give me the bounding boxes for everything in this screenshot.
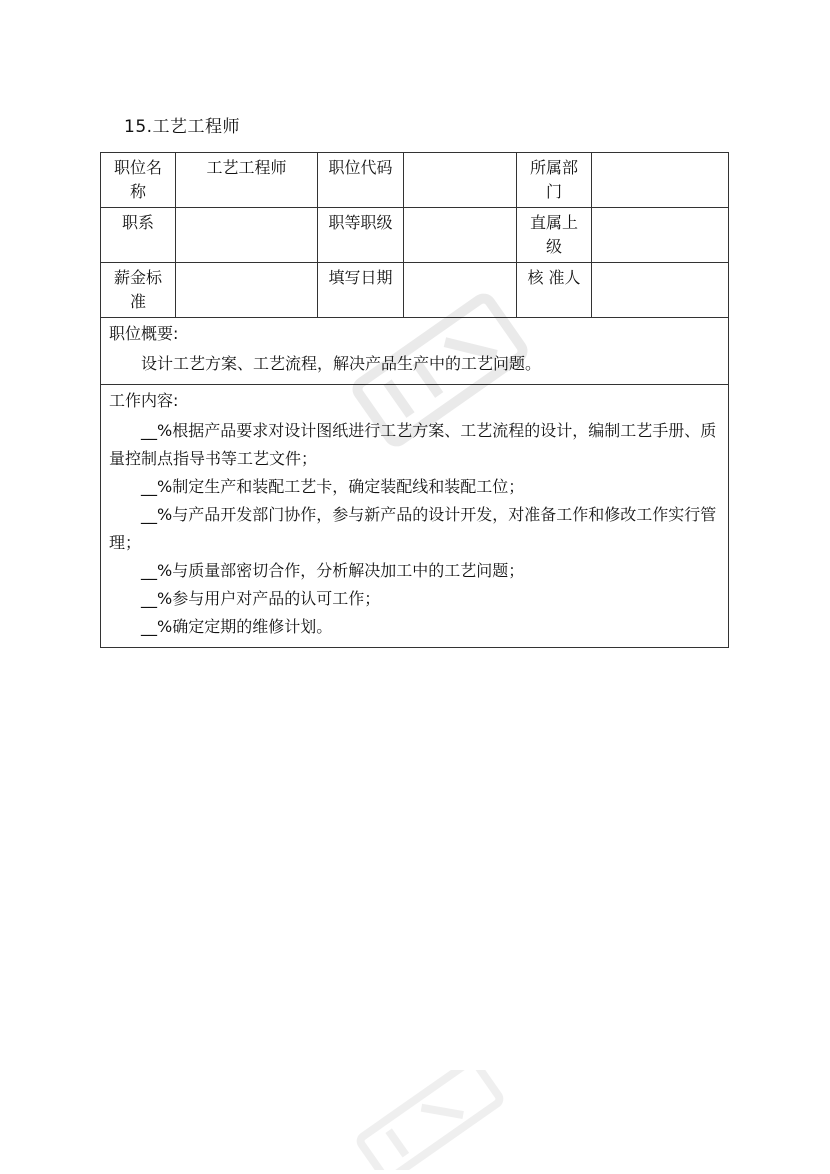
content-item: __%与产品开发部门协作，参与新产品的设计开发，对准备工作和修改工作实行管理； — [109, 505, 717, 552]
position-code-label: 职位代码 — [318, 153, 404, 208]
salary-standard-label: 薪金标准 — [101, 263, 176, 318]
job-description-table — [100, 152, 729, 648]
summary-heading: 职位概要: — [109, 324, 179, 343]
salary-standard-value — [176, 263, 318, 318]
job-grade-label: 职等职级 — [318, 208, 404, 263]
table-row-2 — [101, 208, 729, 263]
summary-cell — [101, 318, 729, 385]
supervisor-value — [592, 208, 729, 263]
supervisor-label: 直属上级 — [517, 208, 592, 263]
summary-text: 设计工艺方案、工艺流程，解决产品生产中的工艺问题。 — [141, 354, 542, 373]
content-item: __%制定生产和装配工艺卡，确定装配线和装配工位； — [141, 477, 525, 496]
summary-row — [101, 318, 729, 385]
approver-label: 核 准人 — [517, 263, 592, 318]
content-item: __%根据产品要求对设计图纸进行工艺方案、工艺流程的设计，编制工艺手册、质量控制点指导书等工艺文件； — [109, 421, 717, 468]
content-cell — [101, 385, 729, 648]
position-code-value — [404, 153, 517, 208]
department-label: 所属部门 — [517, 153, 592, 208]
content-item: __%确定定期的维修计划。 — [141, 617, 333, 636]
content-heading: 工作内容: — [109, 391, 179, 410]
position-name-label: 职位名称 — [101, 153, 176, 208]
approver-value — [592, 263, 729, 318]
fill-date-value — [404, 263, 517, 318]
position-name-value: 工艺工程师 — [176, 153, 318, 208]
content-row — [101, 385, 729, 648]
fill-date-label: 填写日期 — [318, 263, 404, 318]
watermark-graphic-bottom — [320, 1070, 540, 1170]
content-item: __%与质量部密切合作，分析解决加工中的工艺问题； — [141, 561, 525, 580]
content-item: __%参与用户对产品的认可工作； — [141, 589, 381, 608]
table-row-1 — [101, 153, 729, 208]
job-series-value — [176, 208, 318, 263]
table-row-3 — [101, 263, 729, 318]
department-value — [592, 153, 729, 208]
document-title: 15.工艺工程师 — [124, 117, 241, 137]
job-series-label: 职系 — [101, 208, 176, 263]
job-grade-value — [404, 208, 517, 263]
